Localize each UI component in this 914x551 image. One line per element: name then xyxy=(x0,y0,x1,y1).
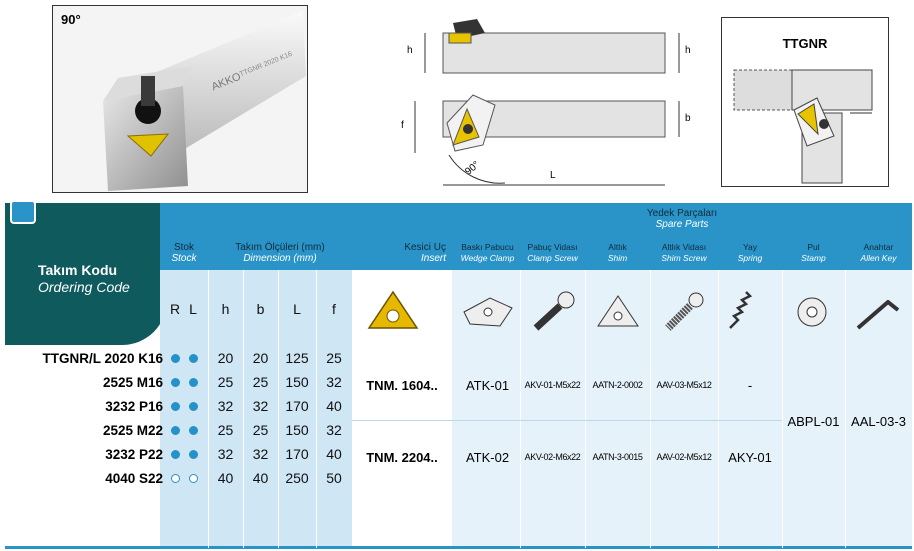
ttgnr-title: TTGNR xyxy=(782,36,828,51)
in-stock-dot xyxy=(171,402,180,411)
model-engraving: TTGNR 2020 K16 xyxy=(238,50,294,79)
ttgnr-diagram xyxy=(722,18,888,185)
col-b: b xyxy=(256,301,265,317)
out-of-stock-dot xyxy=(171,474,180,483)
insert-icon xyxy=(365,288,425,333)
stamp-value: ABPL-01 xyxy=(787,413,840,429)
in-stock-dot xyxy=(189,426,198,435)
col-h: h xyxy=(221,301,230,317)
shim-1: AATN-2-0002 xyxy=(592,380,643,390)
row-b: 20 xyxy=(252,350,269,366)
shim-screw-1: AAV-03-M5x12 xyxy=(656,380,712,390)
stock-l-dot xyxy=(186,370,200,394)
in-stock-dot xyxy=(171,426,180,435)
wedge-clamp-header: Baskı Pabucu Wedge Clamp xyxy=(460,242,515,263)
clamp-screw-header: Pabuç Vidası Clamp Screw xyxy=(527,242,578,263)
row-code: 3232 P22 xyxy=(105,446,163,462)
row-f: 25 xyxy=(326,350,342,366)
stock-r-dot xyxy=(168,442,182,466)
wedge-clamp-icon xyxy=(460,292,516,330)
stamp-washer-icon xyxy=(792,292,834,332)
row-L: 150 xyxy=(285,422,309,438)
row-b: 25 xyxy=(252,374,269,390)
row-code: 4040 S22 xyxy=(105,470,163,486)
clamp-screw-2: AKV-02-M6x22 xyxy=(524,452,581,462)
in-stock-dot xyxy=(171,354,180,363)
row-b: 32 xyxy=(252,446,269,462)
in-stock-dot xyxy=(189,450,198,459)
row-h: 32 xyxy=(217,398,234,414)
allen-key-icon xyxy=(852,290,906,334)
in-stock-dot xyxy=(171,450,180,459)
stok-tr: Stok xyxy=(173,242,194,253)
shim-screw-header: Altlık Vidası Shim Screw xyxy=(661,242,707,263)
shim-icon xyxy=(594,292,644,332)
row-code: 2525 M22 xyxy=(102,422,163,438)
row-f: 40 xyxy=(326,446,342,462)
dim-f: f xyxy=(401,120,404,131)
allen-key-value: AAL-03-3 xyxy=(851,413,906,429)
stock-l-dot xyxy=(186,442,200,466)
spare-tr: Yedek Parçaları xyxy=(646,208,718,219)
row-h: 32 xyxy=(217,446,234,462)
dim-angle: 90° xyxy=(463,159,482,178)
col-L: L xyxy=(293,301,301,317)
row-f: 50 xyxy=(326,470,342,486)
spring-1: - xyxy=(747,377,753,393)
spare-header xyxy=(452,206,912,232)
header-tab-icon xyxy=(10,200,36,224)
in-stock-dot xyxy=(189,378,198,387)
row-L: 170 xyxy=(285,446,309,462)
row-b: 25 xyxy=(252,422,269,438)
dim-b: b xyxy=(685,113,691,124)
row-f: 32 xyxy=(326,422,342,438)
stok-header xyxy=(160,240,208,266)
stock-r-dot xyxy=(168,346,182,370)
in-stock-dot xyxy=(189,402,198,411)
row-code: 2525 M16 xyxy=(102,374,163,390)
shim-header: Altlık Shim xyxy=(607,242,628,263)
col-L-stock: L xyxy=(189,301,197,317)
insert-1: TNM. 1604.. xyxy=(366,377,438,393)
row-code: 3232 P16 xyxy=(105,398,163,414)
dim-tr: Takım Ölçüleri (mm) xyxy=(235,242,325,253)
technical-drawing xyxy=(395,5,705,193)
dim-L: L xyxy=(550,170,556,181)
insert-header xyxy=(352,240,452,266)
stock-l-dot xyxy=(186,466,200,490)
row-code: TTGNR/L 2020 K16 xyxy=(42,350,163,366)
dim-h-left: h xyxy=(407,45,413,56)
row-b: 40 xyxy=(252,470,269,486)
stock-l-dot xyxy=(186,418,200,442)
stock-r-dot xyxy=(168,370,182,394)
spring-2: AKY-01 xyxy=(728,449,772,465)
takim-kodu-label: Takım Kodu xyxy=(38,262,118,278)
stamp-header: Pul Stamp xyxy=(801,242,826,263)
stock-l-dot xyxy=(186,394,200,418)
row-f: 40 xyxy=(326,398,342,414)
row-b: 32 xyxy=(252,398,269,414)
shim-2: AATN-3-0015 xyxy=(592,452,643,462)
row-L: 125 xyxy=(285,350,309,366)
angle-label: 90° xyxy=(61,12,81,27)
dimension-drawing xyxy=(395,5,705,193)
row-f: 32 xyxy=(326,374,342,390)
spring-icon xyxy=(724,290,776,334)
row-h: 25 xyxy=(217,422,234,438)
col-f: f xyxy=(332,301,336,317)
allen-key-header: Anahtar Allen Key xyxy=(860,242,897,263)
row-L: 170 xyxy=(285,398,309,414)
brand-engraving: AKKO xyxy=(209,70,243,94)
group-divider xyxy=(352,420,782,421)
row-h: 20 xyxy=(217,350,234,366)
insert-2: TNM. 2204.. xyxy=(366,449,438,465)
row-h: 40 xyxy=(217,470,234,486)
dimension-header xyxy=(208,240,352,266)
out-of-stock-dot xyxy=(189,474,198,483)
wedge-2: ATK-02 xyxy=(465,449,510,465)
ordering-code-label: Ordering Code xyxy=(38,279,130,295)
shim-screw-icon xyxy=(660,290,710,334)
tool-photo xyxy=(52,5,308,193)
insert-en: Insert xyxy=(420,253,446,264)
row-h: 25 xyxy=(217,374,234,390)
col-R: R xyxy=(169,301,181,317)
stock-r-dot xyxy=(168,418,182,442)
in-stock-dot xyxy=(189,354,198,363)
in-stock-dot xyxy=(171,378,180,387)
ttgnr-box xyxy=(721,17,889,187)
row-L: 150 xyxy=(285,374,309,390)
row-L: 250 xyxy=(285,470,309,486)
clamp-screw-1: AKV-01-M5x22 xyxy=(524,380,581,390)
dim-h-right: h xyxy=(685,45,691,56)
stock-r-dot xyxy=(168,394,182,418)
bottom-rule xyxy=(5,546,912,549)
dim-en: Dimension (mm) xyxy=(243,253,317,264)
stock-r-dot xyxy=(168,466,182,490)
insert-tr: Kesici Uç xyxy=(404,242,446,253)
spring-header: Yay Spring xyxy=(737,242,763,263)
wedge-1: ATK-01 xyxy=(465,377,510,393)
tool-holder-image xyxy=(53,6,306,191)
spare-en: Spare Parts xyxy=(655,219,709,230)
stock-l-dot xyxy=(186,346,200,370)
stok-en: Stock xyxy=(171,253,197,264)
clamp-screw-icon xyxy=(528,290,578,334)
shim-screw-2: AAV-02-M5x12 xyxy=(656,452,712,462)
